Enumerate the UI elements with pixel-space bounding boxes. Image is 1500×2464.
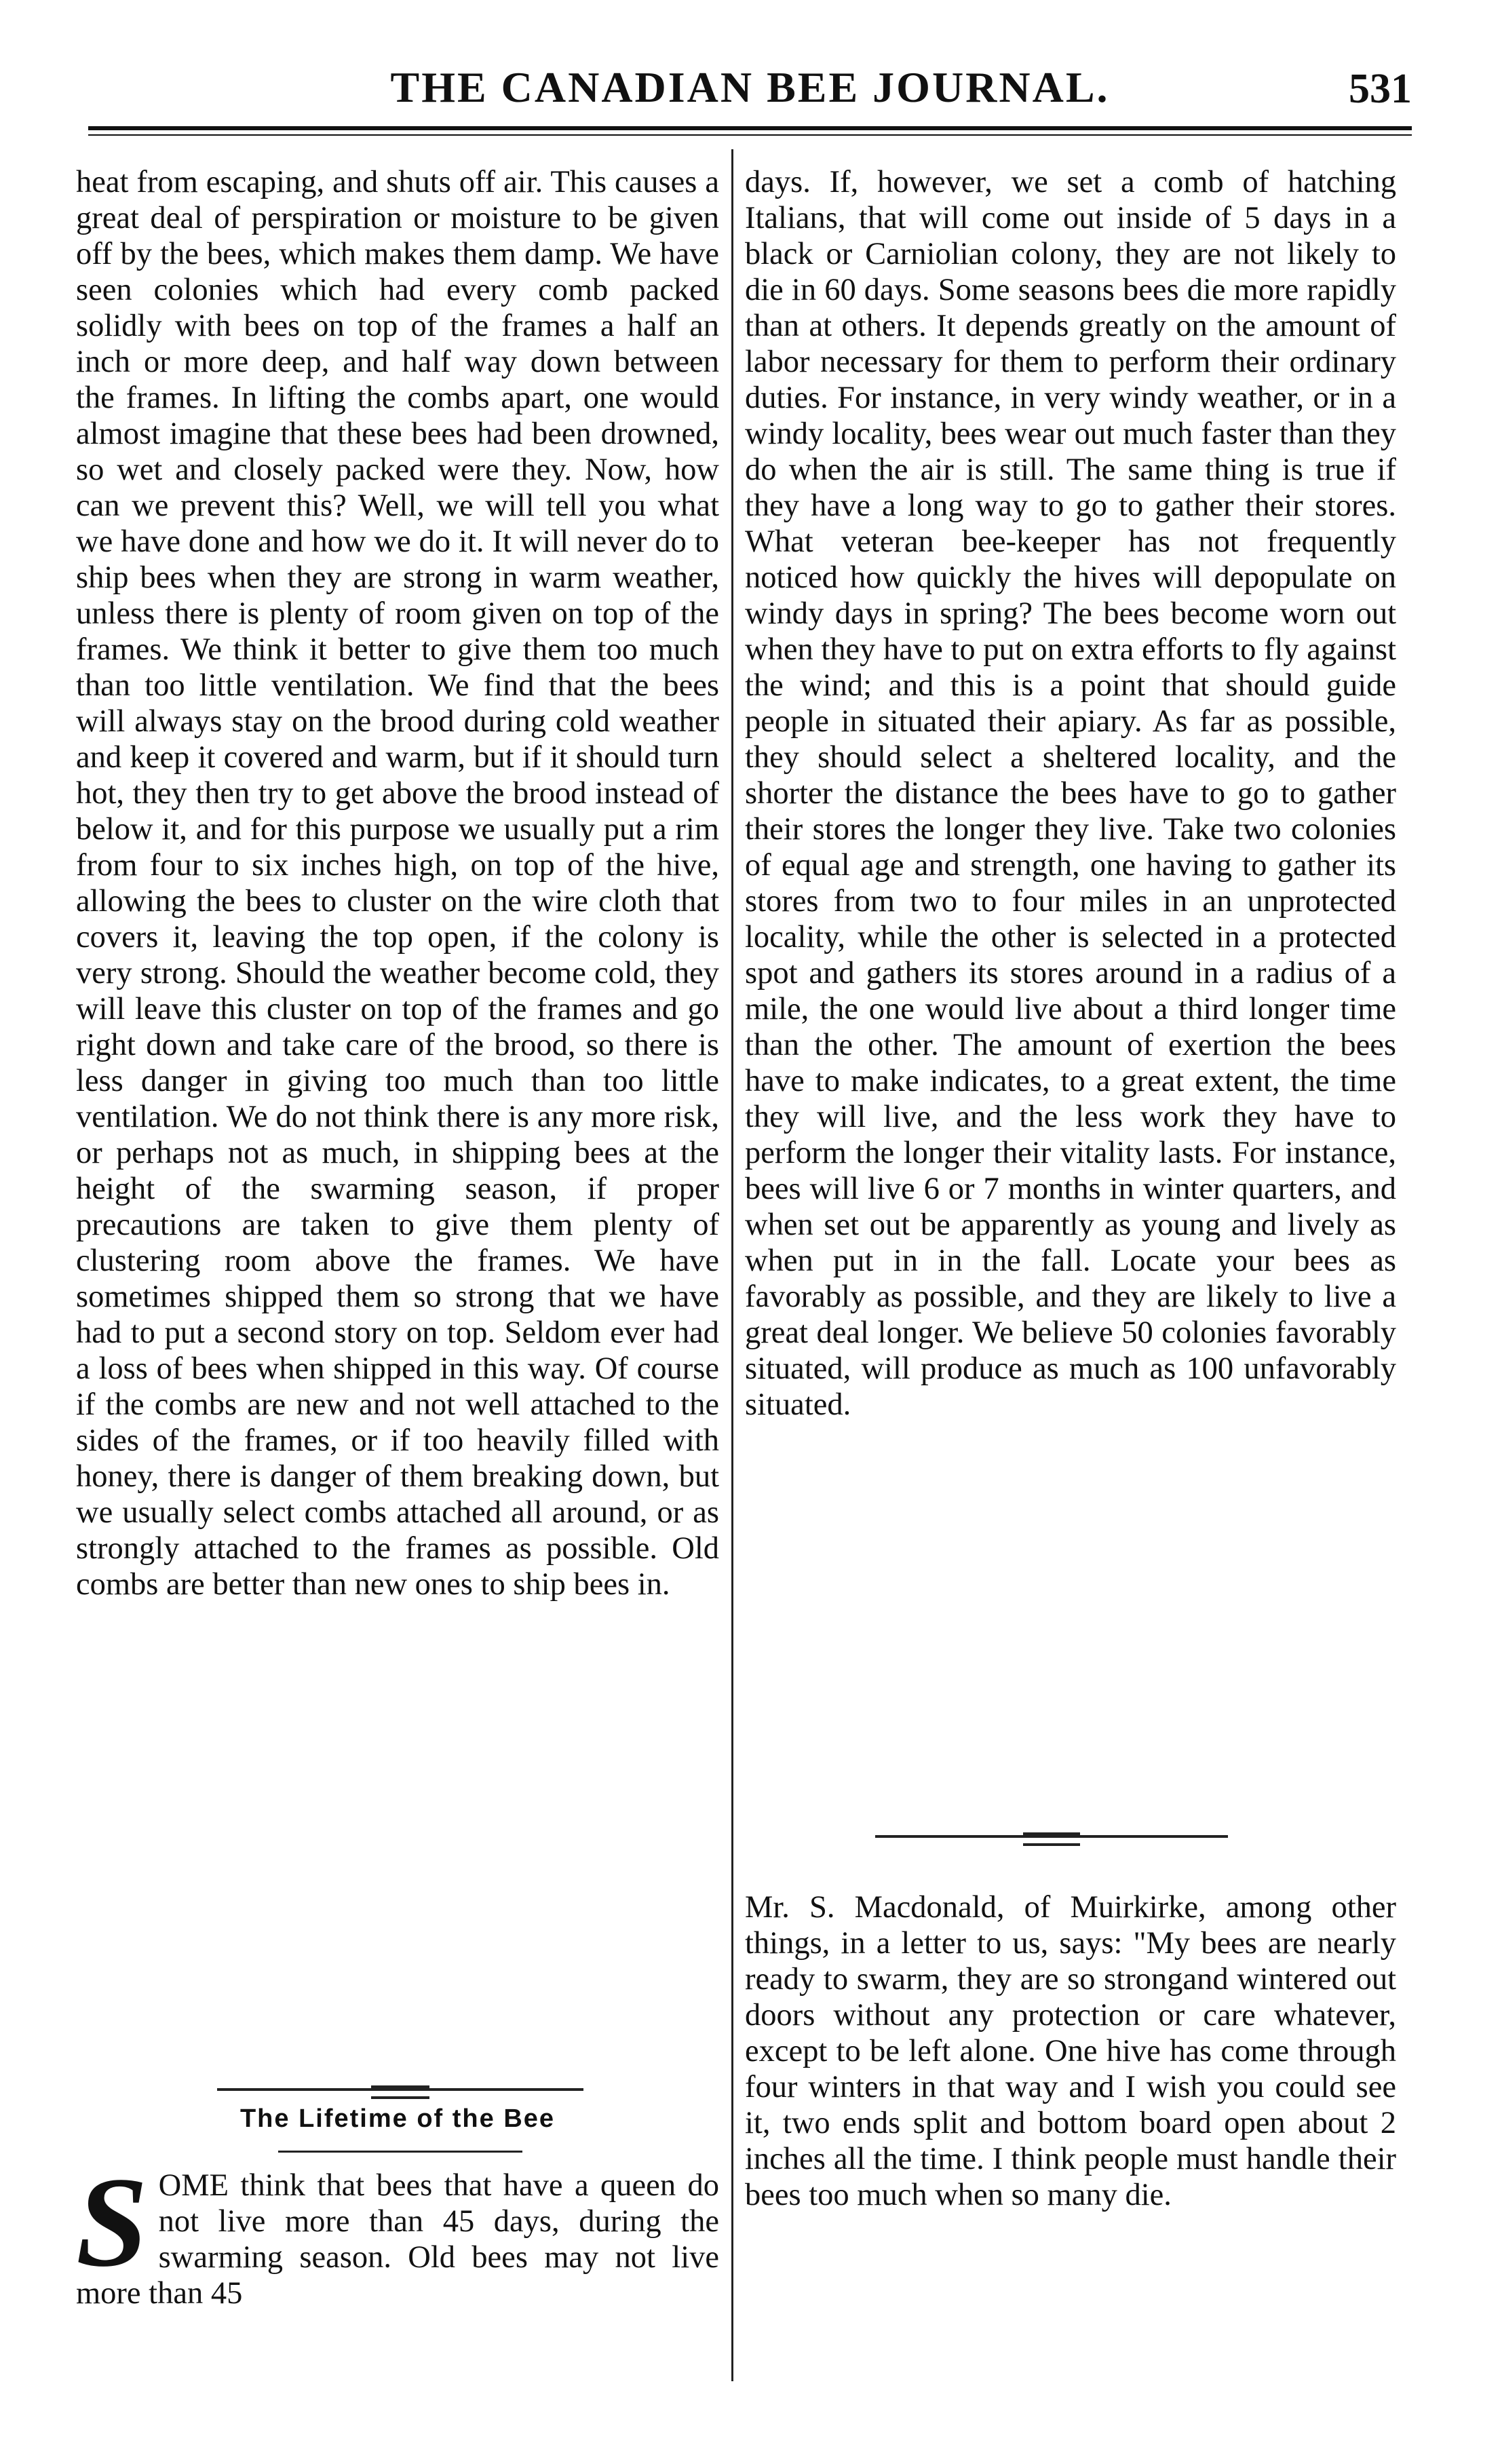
column-divider [731, 149, 733, 2381]
header-rule-thick [88, 126, 1412, 130]
header-rule-thin [88, 134, 1412, 136]
macdonald-letter-paragraph [745, 1889, 1396, 2213]
right-column [745, 164, 1396, 1423]
drop-cap: S [76, 2151, 148, 2294]
right-column-text: days. If, however, we set a comb of hatching Italians, that will come out inside of 5 days in a black or Carniolian colony, they are not likely to die in 60 days. Some seasons bees die more rapidly than at others. It depends greatly on the amount of labor necessary for them to perform their ordinary duties. For instance, in very windy weather, or in a windy locality, bees wear out much faster than they do when the air is still. The same thing is true if they have a long way to go to gather their stores. What veteran bee-keeper has not frequently noticed how quickly the hives will depopulate on windy days in spring? The bees become worn out when they have to put on extra efforts to fly against the wind; and this is a point that should guide people in situated their apiary. As far as possible, they should select a sheltered locality, and the shorter the distance the bees have to go to gather their stores the longer they live. Take two colonies of equal age and strength, one having to gather its stores from two to four miles in an unprotected locality, while the other is selected in a protected spot and gathers its stores around in a radius of a mile, the one would live about a third longer time than the other. The amount of exertion the bees have to make indicates, to a great extent, the time they will live, and the less work they have to perform the longer their vitality lasts. For instance, bees will live 6 or 7 months in winter quarters, and when set out be apparently as young and lively as when put in in the fall. Locate your bees as favorably as possible, and they are likely to live a great deal longer. We believe 50 colonies favorably situated, will produce as much as 100 unfavorably situated. [745, 165, 1396, 1422]
page-number: 531 [1349, 66, 1412, 112]
section-divider-ornament [217, 2088, 583, 2091]
left-column [76, 164, 719, 1602]
lifetime-section-body [76, 2151, 719, 2311]
heading-underline [278, 2151, 522, 2153]
macdonald-letter-text: Mr. S. Macdonald, of Muirkirke, among other things, in a letter to us, says: "My bees are nearly ready to swarm, they are so strongand wintered out doors without any protection or care whatever, except to be left alone. One hive has come through four winters in that way and I wish you could see it, two ends split and bottom board open about 2 inches all the time. I think people must handle their bees too much when so many die. [745, 1890, 1396, 2212]
running-head [88, 62, 1412, 123]
section-divider-ornament [875, 1835, 1228, 1838]
section-heading-lifetime: The Lifetime of the Bee [239, 2104, 556, 2133]
left-column-text: heat from escaping, and shuts off air. This causes a great deal of perspiration or moisture to be given off by the bees, which makes them damp. We have seen colonies which had every comb packed solidly with bees on top of the frames a half an inch or more deep, and half way down between the frames. In lifting the combs apart, one would almost imagine that these bees had been drowned, so wet and closely packed were they. Now, how can we prevent this? Well, we will tell you what we have done and how we do it. It will never do to ship bees when they are strong in warm weather, unless there is plenty of room given on top of the frames. We think it better to give them too much than too little ventilation. We find that the bees will always stay on the brood during cold weather and keep it covered and warm, but if it should turn hot, they then try to get above the brood instead of below it, and for this purpose we usually put a rim from four to six inches high, on top of the hive, allowing the bees to cluster on the wire cloth that covers it, leaving the top open, if the colony is very strong. Should the weather become cold, they will leave this cluster on top of the frames and go right down and take care of the brood, so there is less danger in giving too much than too little ventilation. We do not think there is any more risk, or perhaps not as much, in shipping bees at the height of the swarming season, if proper precautions are taken to give them plenty of clustering room above the frames. We have sometimes shipped them so strong that we have had to put a second story on top. Seldom ever had a loss of bees when shipped in this way. Of course if the combs are new and not well attached to the sides of the frames, or if too heavily filled with honey, there is danger of them breaking down, but we usually select combs attached all around, or as strongly attached to the frames as possible. Old combs are better than new ones to ship bees in. [76, 165, 719, 1602]
journal-title: THE CANADIAN BEE JOURNAL. [390, 63, 1110, 111]
lifetime-section-text: OME think that bees that have a queen do not live more than 45 days, during the swarming season. Old bees may not live more than 45 [76, 2168, 719, 2311]
